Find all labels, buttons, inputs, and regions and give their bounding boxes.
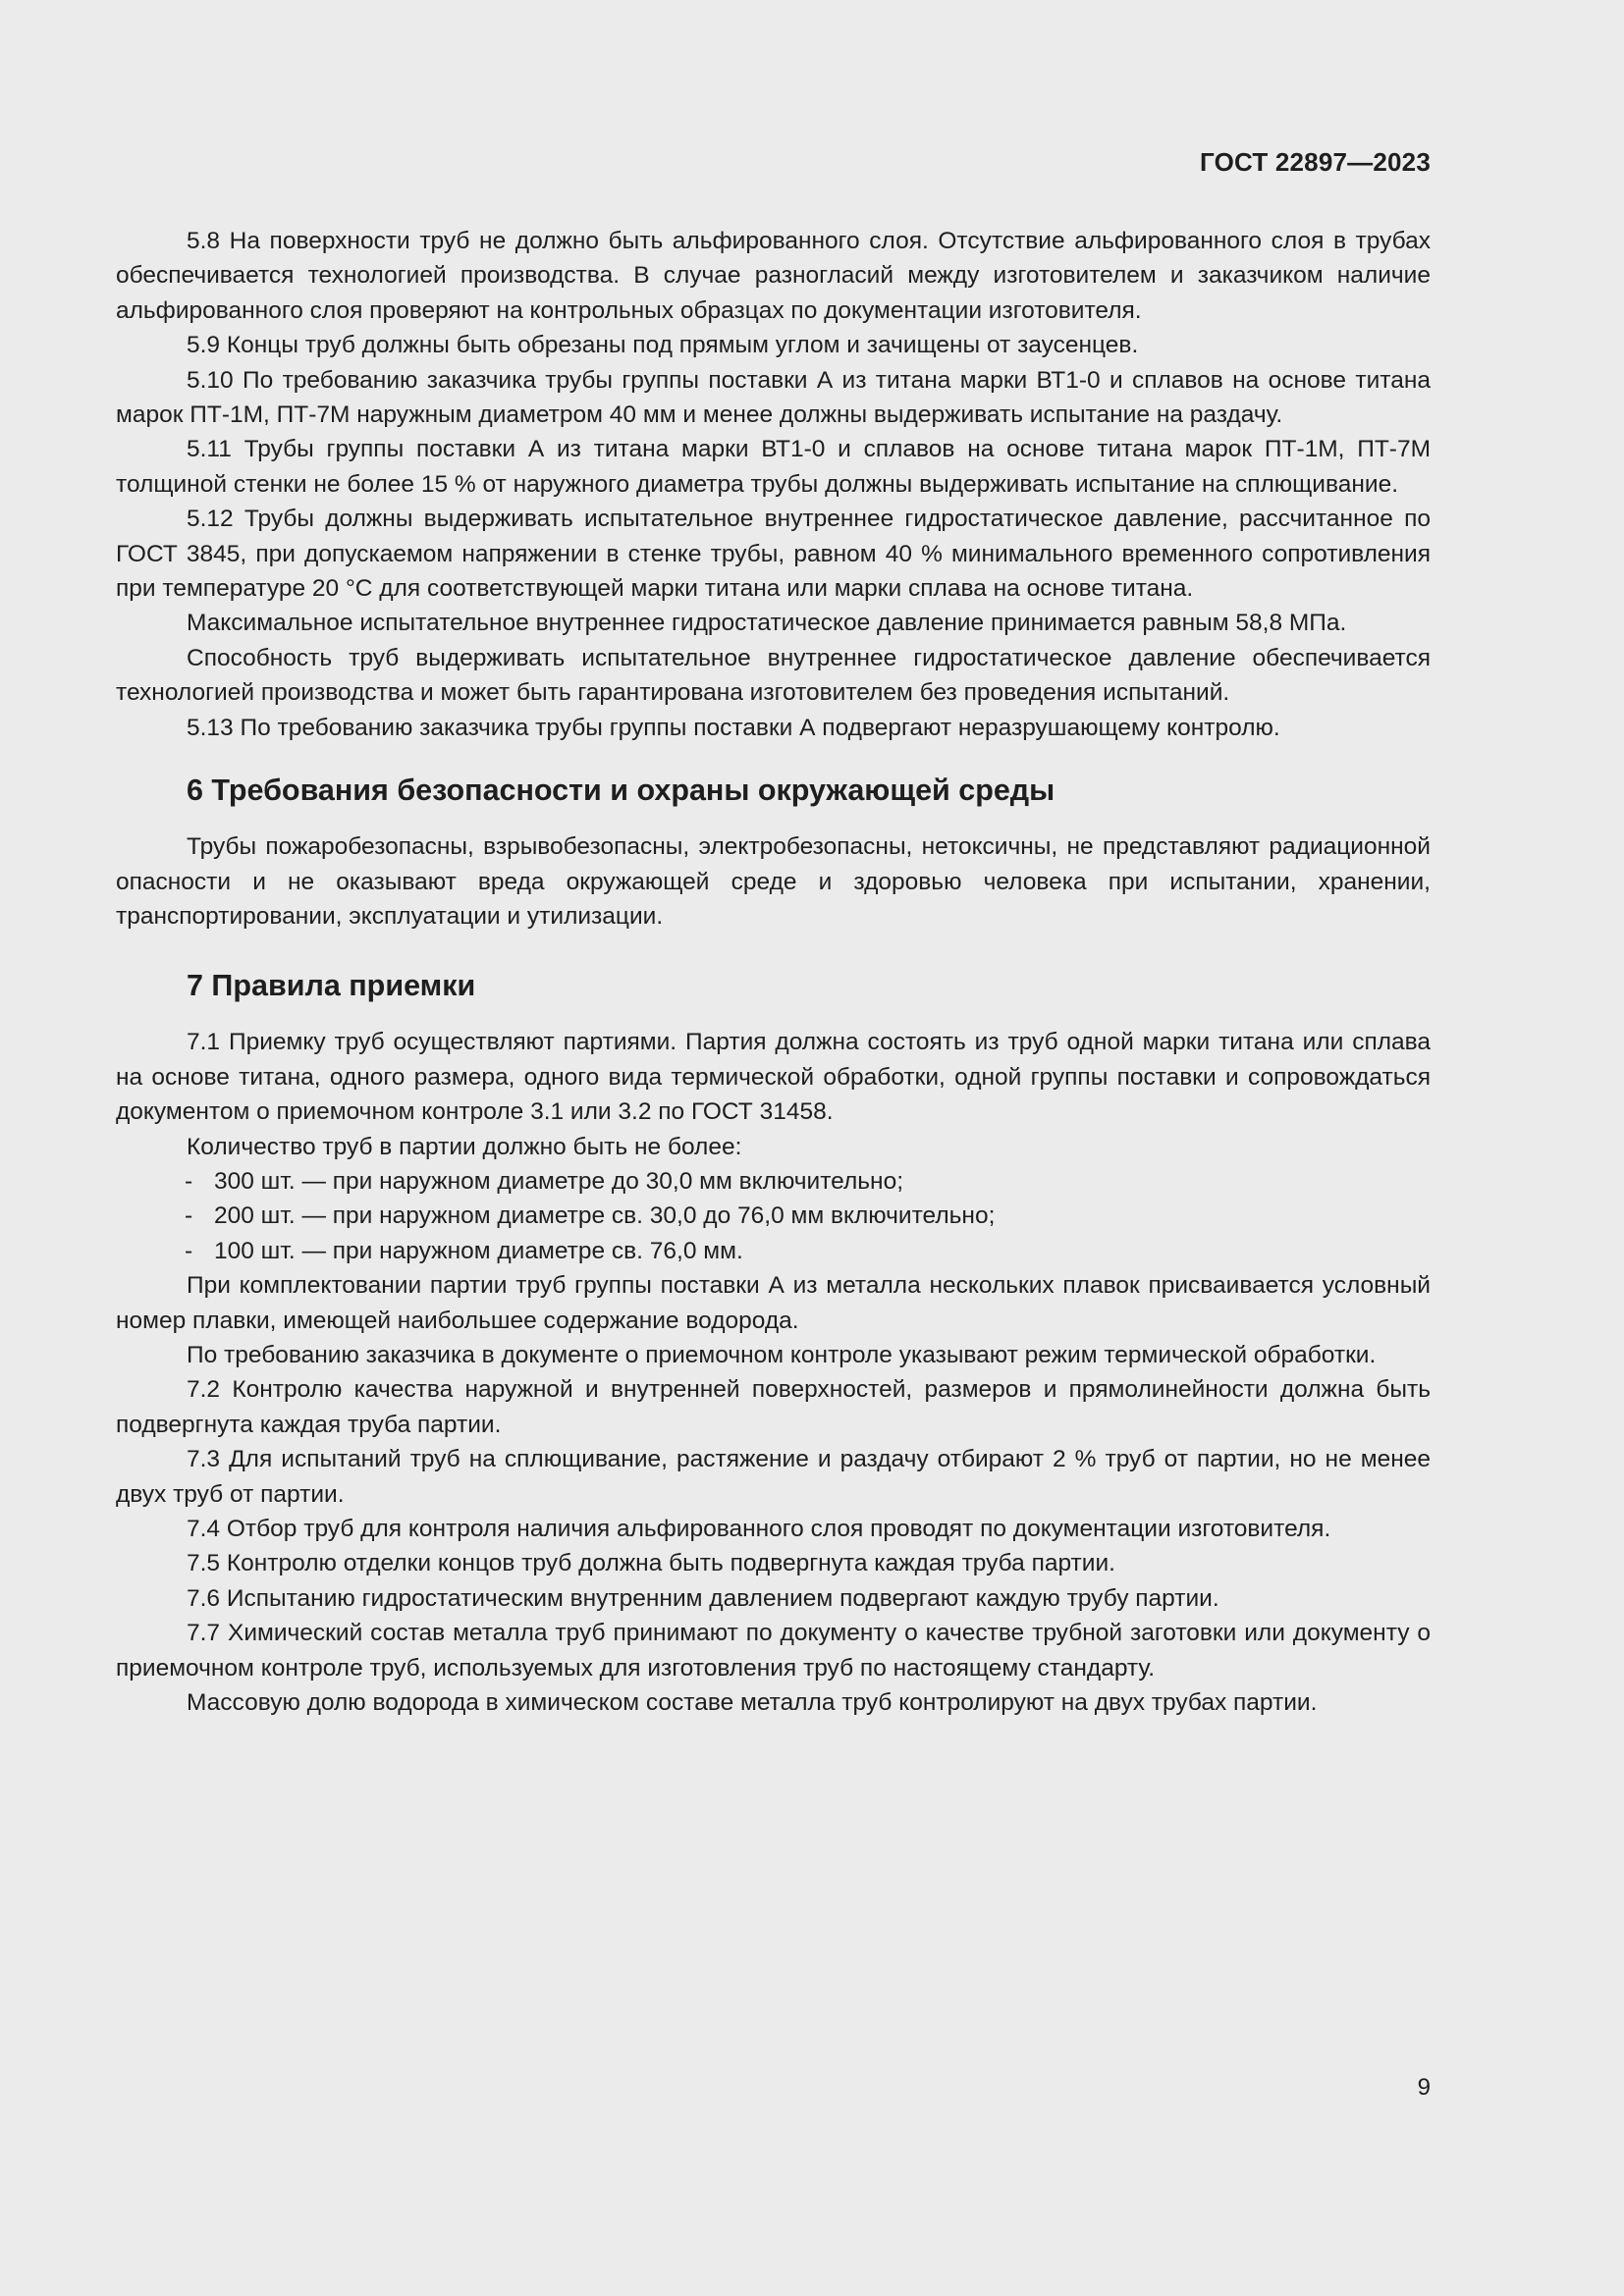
section-6-text: Трубы пожаробезопасны, взрывобезопасны, электробезопасны, нетоксичны, не представляют радиационной опасности и не оказывают вреда окружающей среде и здоровью человека при испытании, хранении, транспортировании, эксплуатации и утилизации. [116, 833, 1431, 930]
paragraph-7-7: 7.7 Химический состав металла труб принимают по документу о качестве трубной заготовки или документу о приемочном контроле труб, используемых для изготовления труб по настоящему стандарту. [116, 1620, 1431, 1682]
paragraph-pressure-capability: Способность труб выдерживать испытательное внутреннее гидростатическое давление обеспечивается технологией производства и может быть гарантирована изготовителем без проведения испытаний. [116, 644, 1431, 707]
list-item [116, 1199, 1431, 1233]
paragraph-max-pressure: Максимальное испытательное внутреннее гидростатическое давление принимается равным 58,8 МПа. [187, 610, 1347, 637]
paragraph-5-9: 5.9 Концы труб должны быть обрезаны под прямым углом и зачищены от заусенцев. [187, 332, 1139, 359]
section-7-heading: 7 Правила приемки [187, 969, 476, 1003]
list-item-text: 200 шт. — при наружном диаметре св. 30,0 до 76,0 мм включительно; [214, 1202, 996, 1230]
paragraph-heat-number: При комплектовании партии труб группы поставки А из металла нескольких плавок присваивается условный номер плавки, имеющей наибольшее содержание водорода. [116, 1272, 1431, 1334]
paragraph-5-12: 5.12 Трубы должны выдерживать испытательное внутреннее гидростатическое давление, рассчитанное по ГОСТ 3845, при допускаемом напряжении в стенке трубы, равном 40 % минимального временного сопротивления при температуре 20 °С для соответствующей марки титана или марки сплава на основе титана. [116, 506, 1431, 603]
list-marker: - [185, 1167, 193, 1195]
paragraph-5-11: 5.11 Трубы группы поставки А из титана марки ВТ1-0 и сплавов на основе титана марок ПТ-1М, ПТ-7М толщиной стенки не более 15 % от наружного диаметра трубы должны выдерживать испытание на сплющивание. [116, 436, 1431, 498]
paragraph-5-8: 5.8 На поверхности труб не должно быть альфированного слоя. Отсутствие альфированного слоя в трубах обеспечивается технологией производства. В случае разногласий между изготовителем и заказчиком наличие альфированного слоя проверяют на контрольных образцах по документации изготовителя. [116, 228, 1431, 324]
paragraph-7-4: 7.4 Отбор труб для контроля наличия альфированного слоя проводят по документации изготовителя. [187, 1516, 1331, 1542]
list-item-text: 100 шт. — при наружном диаметре св. 76,0 мм. [214, 1237, 743, 1264]
paragraph-7-2: 7.2 Контролю качества наружной и внутренней поверхностей, размеров и прямолинейности должна быть подвергнута каждая труба партии. [116, 1376, 1431, 1438]
list-item-text: 300 шт. — при наружном диаметре до 30,0 мм включительно; [214, 1167, 904, 1195]
paragraph-lot-size: Количество труб в партии должно быть не более: [187, 1133, 742, 1160]
section-6-heading: 6 Требования безопасности и охраны окружающей среды [187, 774, 1056, 808]
paragraph-5-13: 5.13 По требованию заказчика трубы группы поставки А подвергают неразрушающему контролю. [187, 714, 1280, 741]
paragraph-hydrogen: Массовую долю водорода в химическом составе металла труб контролируют на двух трубах партии. [187, 1689, 1318, 1717]
page-content [116, 224, 1431, 1720]
list-marker: - [185, 1202, 193, 1230]
paragraph-7-6: 7.6 Испытанию гидростатическим внутренним давлением подвергают каждую трубу партии. [187, 1584, 1219, 1612]
document-code: ГОСТ 22897—2023 [1200, 147, 1431, 177]
list-item [116, 1234, 1431, 1268]
list-item [116, 1164, 1431, 1199]
paragraph-heat-treatment: По требованию заказчика в документе о приемочном контроле указывают режим термической обработки. [187, 1341, 1377, 1368]
paragraph-7-5: 7.5 Контролю отделки концов труб должна быть подвергнута каждая труба партии. [187, 1550, 1115, 1577]
list-marker: - [185, 1237, 193, 1264]
paragraph-5-10: 5.10 По требованию заказчика трубы группы поставки А из титана марки ВТ1-0 и сплавов на основе титана марок ПТ-1М, ПТ-7М наружным диаметром 40 мм и менее должны выдерживать испытание на раздачу. [116, 366, 1431, 429]
paragraph-7-3: 7.3 Для испытаний труб на сплющивание, растяжение и раздачу отбирают 2 % труб от партии, но не менее двух труб от партии. [116, 1446, 1431, 1508]
page-number: 9 [1417, 2074, 1431, 2101]
paragraph-7-1: 7.1 Приемку труб осуществляют партиями. Партия должна состоять из труб одной марки титана или сплава на основе титана, одного размера, одного вида термической обработки, одной группы поставки и сопровождаться документом о приемочном контроле 3.1 или 3.2 по ГОСТ 31458. [116, 1029, 1431, 1126]
